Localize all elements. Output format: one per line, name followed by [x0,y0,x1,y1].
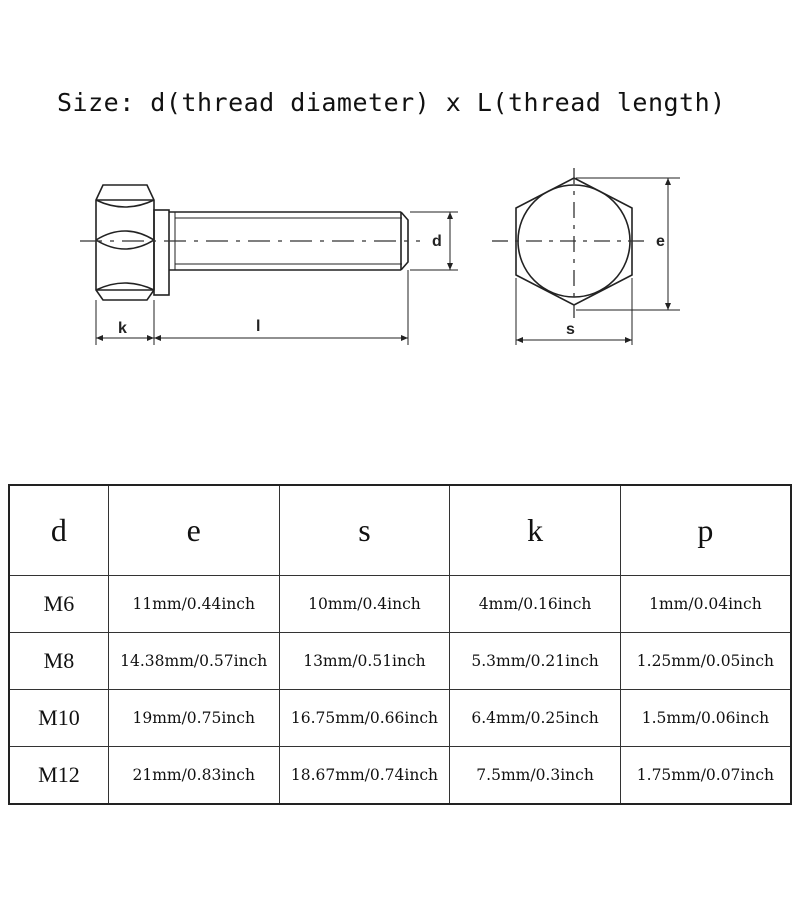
bolt-diagram [0,0,800,420]
cell-e: 14.38mm/0.57inch [108,633,279,690]
header-k: k [450,485,621,576]
bolt-side-view [96,185,408,300]
cell-s: 10mm/0.4inch [279,576,450,633]
label-l: l [256,318,261,335]
header-d: d [9,485,108,576]
table-row [9,633,791,690]
header-s: s [279,485,450,576]
cell-d: M8 [9,633,108,690]
header-p: p [620,485,791,576]
cell-p: 1mm/0.04inch [620,576,791,633]
cell-k: 5.3mm/0.21inch [450,633,621,690]
cell-e: 11mm/0.44inch [108,576,279,633]
table-row [9,690,791,747]
header-e: e [108,485,279,576]
table-row [9,576,791,633]
cell-k: 4mm/0.16inch [450,576,621,633]
cell-k: 7.5mm/0.3inch [450,747,621,805]
label-e: e [656,233,665,250]
label-k: k [118,320,127,337]
cell-p: 1.25mm/0.05inch [620,633,791,690]
label-s: s [566,321,575,338]
cell-e: 21mm/0.83inch [108,747,279,805]
cell-e: 19mm/0.75inch [108,690,279,747]
table-header-row [9,485,791,576]
cell-d: M12 [9,747,108,805]
cell-k: 6.4mm/0.25inch [450,690,621,747]
cell-p: 1.5mm/0.06inch [620,690,791,747]
label-d: d [432,233,442,250]
table-row [9,747,791,805]
page-title: Size: d(thread diameter) x L(thread length) [57,88,726,117]
cell-s: 18.67mm/0.74inch [279,747,450,805]
cell-d: M10 [9,690,108,747]
cell-s: 16.75mm/0.66inch [279,690,450,747]
cell-d: M6 [9,576,108,633]
cell-s: 13mm/0.51inch [279,633,450,690]
dimension-l [154,270,408,345]
size-spec-table [8,484,792,805]
cell-p: 1.75mm/0.07inch [620,747,791,805]
